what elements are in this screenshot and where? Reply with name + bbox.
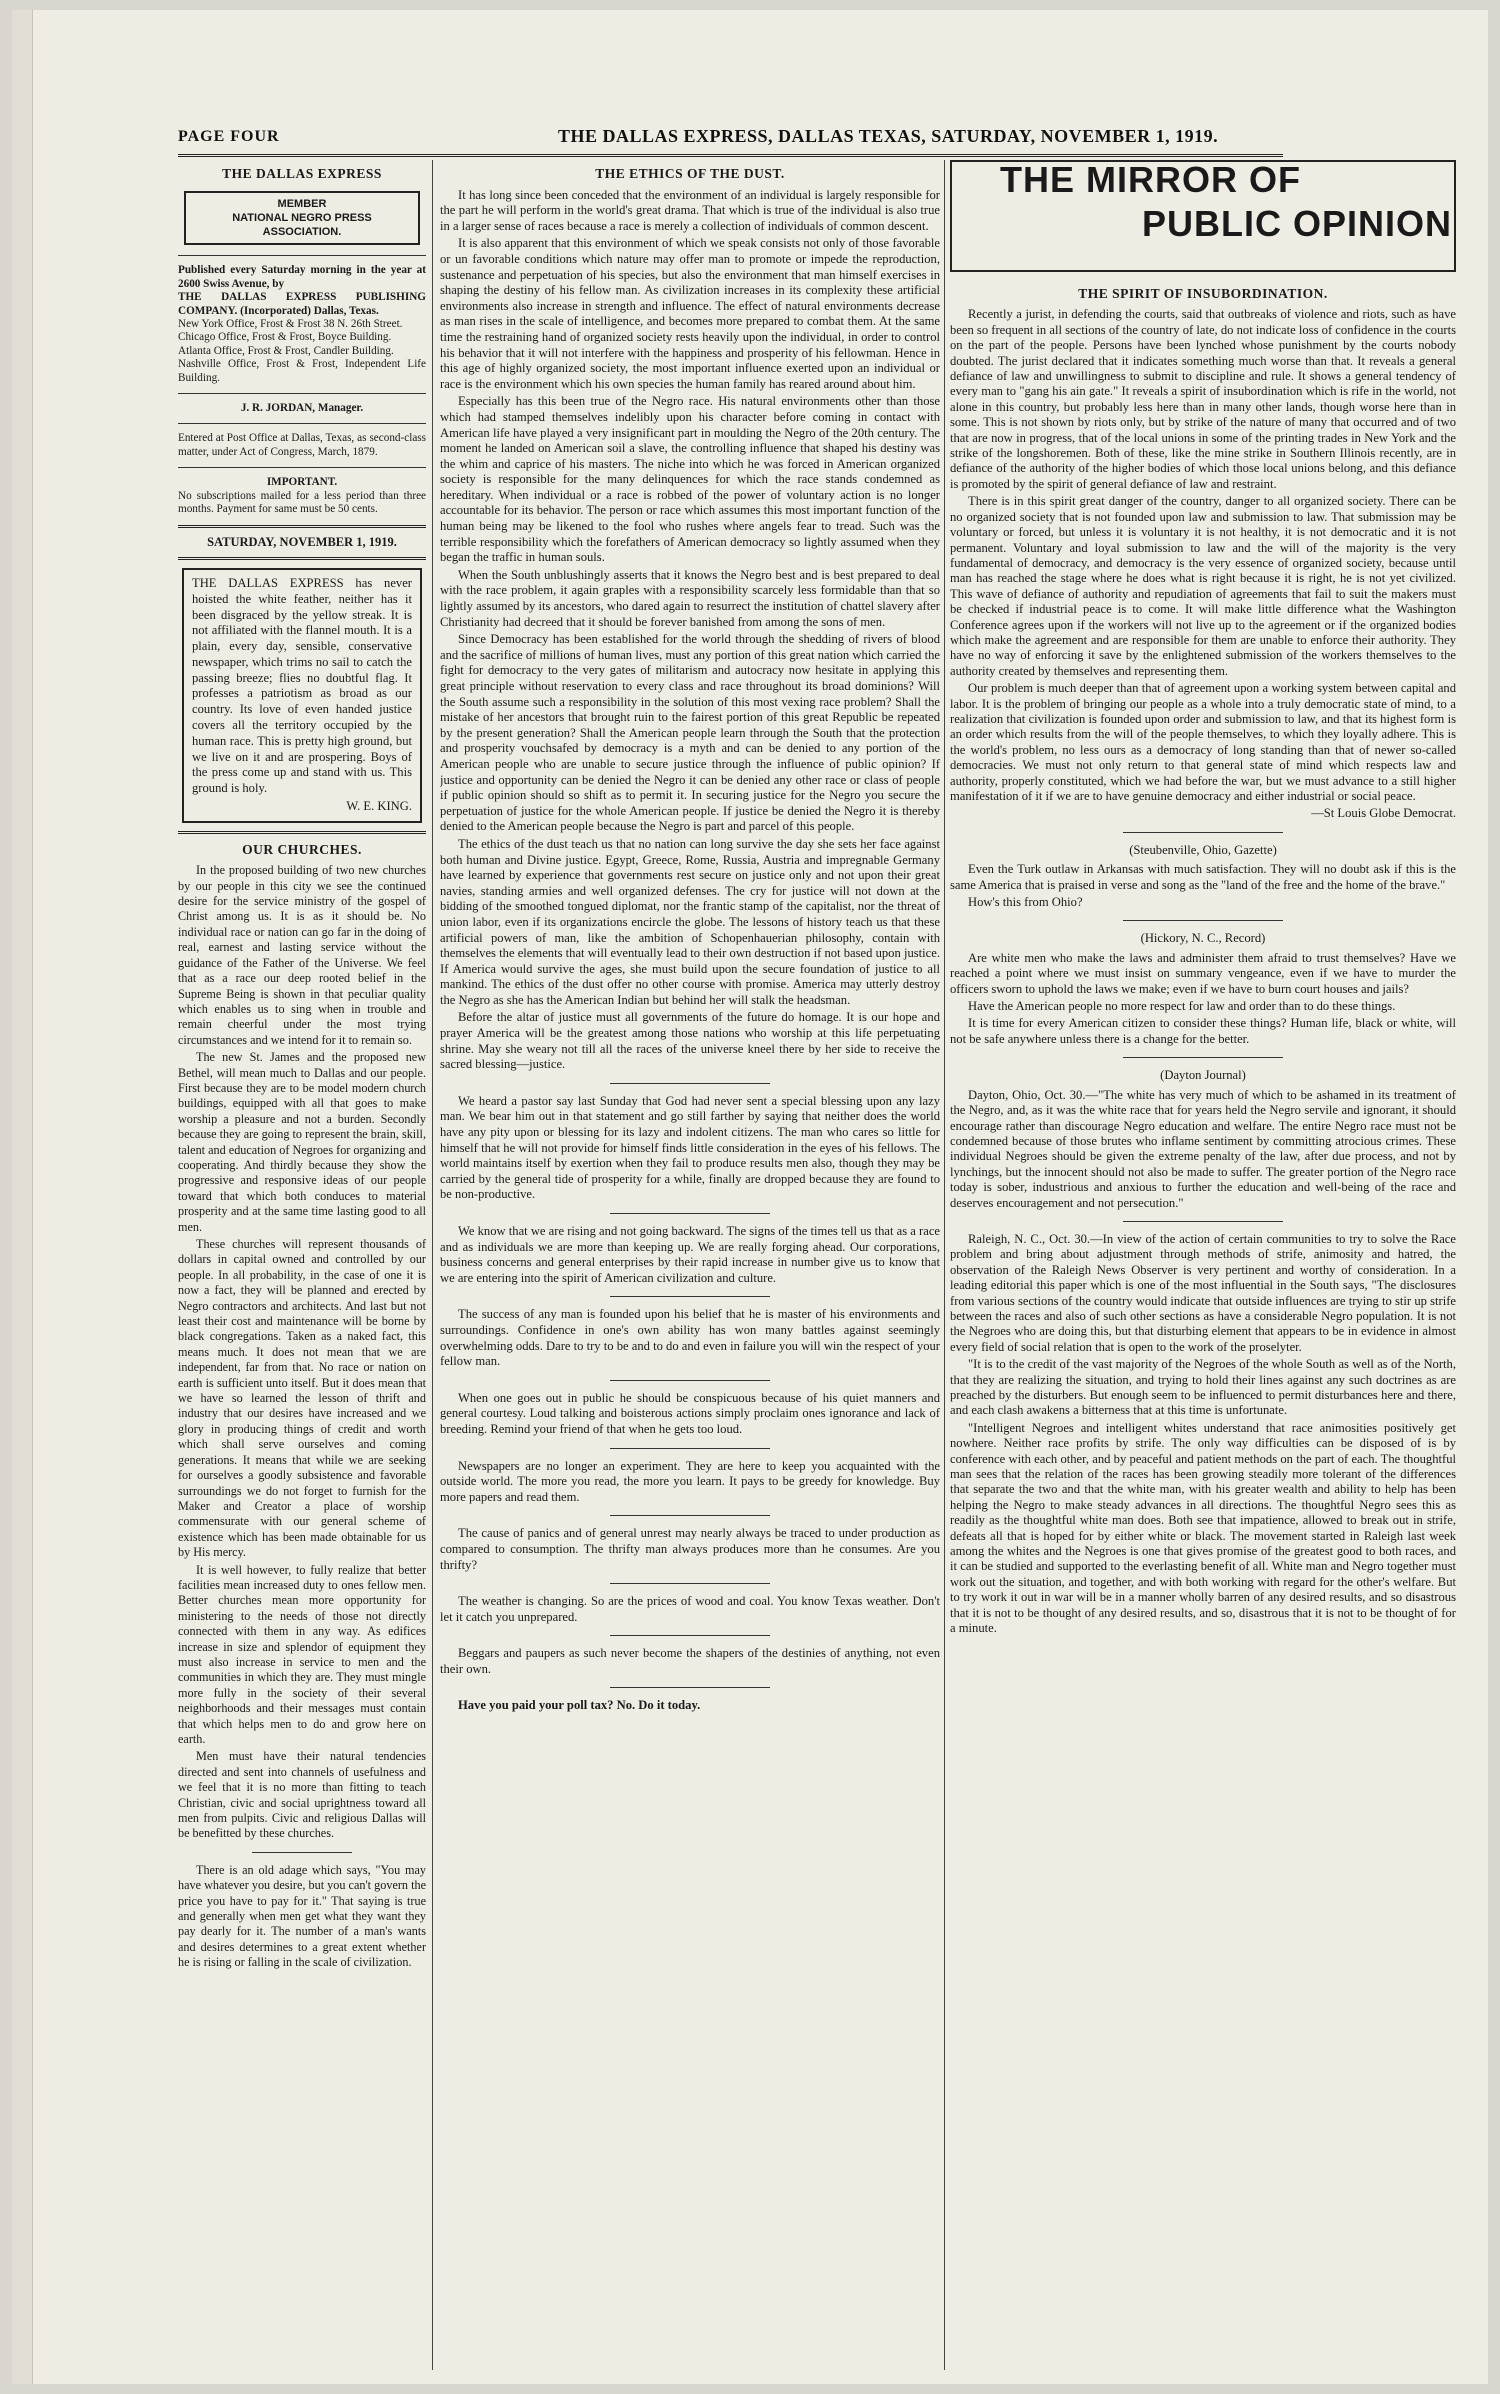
publisher-line: Atlanta Office, Frost & Frost, Candler Building.	[178, 344, 394, 357]
dayton-source: (Dayton Journal)	[1160, 1068, 1246, 1083]
raleigh-paragraph: "Intelligent Negroes and intelligent whites understand that race animosities positively get nowhere. Neither race profits by strife. The only way difficulties can be disposed of is by conference with each other, and by peaceful and patient methods on the part of each. The thoughtful man sees that the relation of the races has been growing steadily more tolerant of the differences that separate the two and that the white man, with his greater wealth and ability to help has been helping the Negro to make steady advances in all directions. The thoughtful Negro sees this as readily as the thoughtful white man does. Both see that impatience, allowed to break out in strife, defeats all that is hoped for by either white or black. The movement started in Raleigh last week among the whites and the Negroes is one that gives promise of the greatest good to both races, and it can be studied and supported to the everlasting benefit of all. White man and Negro together must work out the situation, and together, and with both working with regard for the other's welfare. But to try work it out in war will be in a manner wholly barren of any desired results, and so disastrous that it is not to be thought of any desired results, and so, disastrous that it is not to be thought of for a minute.	[950, 1420, 1456, 1636]
insubordination-paragraph: Recently a jurist, in defending the courts, said that outbreaks of violence and riots, such as have been so frequent in all sections of the country of late, do not indicate loss of confidence in the courts on the part of the people. Persons have been lynched whose punishment by the courts nobody doubted. The jurist declared that it indicates something much worse than that. It reveals a general defiance of law and unwillingness to submit to discipline and rule. It shows a general tendency of every man to "gang his ain gate." It reveals a spirit of insubordination which is rife in the world, not alone in this country, but probably less here than in many other lands, though worse here than in some. This is not shown by riots only, but by strike of the nature of many that occurred and of two that are now in progress, that of the local unions in some of the printing trades in New York and the strike of the longshoremen. Both of these, like the mine strike in Southern Illinois recently, are in defiance of the authority of the higher bodies of which those local unions belong, and this defiance is promoted by the spirit of general defiance of law and restraint.	[950, 307, 1456, 491]
newspaper-page	[12, 10, 1488, 2384]
beggars-paragraph: Beggars and paupers as such never become the shapers of the destinies of anything, not even their own.	[440, 1646, 940, 1676]
mirror-title-line-1: THE MIRROR OF	[1000, 160, 1301, 200]
divider	[610, 1515, 770, 1516]
poll-tax-paragraph: Have you paid your poll tax? No. Do it today.	[458, 1698, 701, 1713]
divider	[610, 1213, 770, 1214]
churches-title: OUR CHURCHES.	[242, 841, 362, 857]
dayton-paragraph: Dayton, Ohio, Oct. 30.—"The white has very much of which to be ashamed in its treatment of the Negro, and, as it was the white race that for years held the Negro servile and ignorant, it should encourage rather than discourage Negro education and welfare. The entire Negro race must not be condemned because of those brutes who inflame sentiment by committing atrocious crimes. These individual Negroes should be given the extreme penalty of the law, after due process, and not by lynchings, but the innocent should not also be made to suffer. The greater portion of the Negro race today is sober, industrious and anxious to further the education and well-being of the race and deserves encouragement and not persecution."	[950, 1087, 1456, 1210]
newspapers-paragraph: Newspapers are no longer an experiment. They are here to keep you acquainted with the outside world. The more you read, the more you learn. It pays to be greedy for knowledge. Buy more papers and read them.	[440, 1458, 940, 1504]
divider	[610, 1296, 770, 1297]
page-header	[178, 120, 1283, 157]
page-spine	[12, 10, 33, 2384]
divider	[610, 1687, 770, 1688]
right-column	[950, 160, 1456, 2370]
churches-paragraph: In the proposed building of two new churches by our people in this city we see the continued desire for the service ministry of the gospel of Christ among us. It is as it should be. No individual race or nation can go far in the doing of real, earnest and lasting service without the guidance of the Father of the Universe. We feel that as a race our deep rooted belief in the Supreme Being is shown in that peculiar quality which enables us to sing when in trouble and remain cheerful under the most trying circumstances and we intend for it to remain so.	[178, 863, 426, 1047]
divider	[178, 467, 426, 468]
masthead: THE DALLAS EXPRESS, DALLAS TEXAS, SATURDAY, NOVEMBER 1, 1919.	[558, 126, 1219, 146]
hickory-paragraph: It is time for every American citizen to consider these things? Human life, black or white, will not be safe anywhere unless there is a change for the better.	[950, 1016, 1456, 1046]
manager: J. R. JORDAN, Manager.	[240, 402, 364, 415]
insubordination-title: THE SPIRIT OF INSUBORDINATION.	[1078, 286, 1328, 301]
ethics-paragraph: The ethics of the dust teach us that no nation can long survive the day she sets her face against both human and Divine justice. Egypt, Greece, Rome, Russia, Austria and impregnable Germany have learned by experience that governments rest secure on justice only and not upon their great navies, standing armies and well organized defenses. The cry for justice will not down at the bidding of the smoothed tongued diplomat, nor the frantic stamp of the capitalist, nor the threat of union labor, even if its organizations encircle the globe. The lessons of history teach us that these artificial powers of man, like the ambition of Schopenhauerian philosophy, contain with themselves the elements that will eventually lead to their own destruction if not based upon justice. If America would survive the ages, she must build upon the secure foundation of justice to all mankind. The ethics of the dust offer no other course with promise. America may utterly destroy the Negro as she has the American Indian but behind her will stalk the headsman.	[440, 836, 940, 1007]
divider	[178, 255, 426, 256]
steubenville-source: (Steubenville, Ohio, Gazette)	[1129, 842, 1277, 857]
divider	[252, 1852, 352, 1853]
publisher-line: Nashville Office, Frost & Frost, Independent Life Building.	[178, 358, 426, 384]
entered-notice: Entered at Post Office at Dallas, Texas, as second-class matter, under Act of Congress, March, 1879.	[178, 432, 426, 458]
member-line: NATIONAL NEGRO PRESS	[232, 212, 372, 225]
adage-paragraph: There is an old adage which says, "You may have whatever you desire, but you can't govern the price you have to pay for it." That saying is true and generally when men get what they want they pay dearly for it. The number of a man's wants and desires determines to a great extent whether he is rising or falling in the scale of civilization.	[178, 1862, 426, 1970]
churches-paragraph: It is well however, to fully realize that better facilities mean increased duty to ones fellow men. Better churches mean more opportunity for ministering to the needs of those not directly connected with them in any way. As edifices increase in size and splendor of equipment they must also increase in service to men and the communities in which they are. They must mingle more fully in the society of their several neighborhoods and their messages must contain that which helps men to do and grow here on earth.	[178, 1562, 426, 1747]
divider	[1123, 920, 1283, 921]
churches-paragraph: Men must have their natural tendencies directed and sent into channels of usefulness and we feel that it is no more than fitting to teach Christian, civic and social uprightness toward all men from pulpits. Civic and religious Dallas will be benefitted by these churches.	[178, 1749, 426, 1841]
publisher-line: Chicago Office, Frost & Frost, Boyce Building.	[178, 331, 392, 344]
divider	[1123, 1221, 1283, 1222]
member-line: MEMBER	[277, 198, 327, 211]
raleigh-paragraph: Raleigh, N. C., Oct. 30.—In view of the action of certain communities to try to solve the Race problem and bring about adjustment through methods of strife, animosity and hatred, the observation of the Raleigh News Observer is very pertinent and worthy of consideration. In a leading editorial this paper which is one of the most influential in the South says, "The disclosures from various sections of the country would indicate that outside influences are trying to stir up strife between the races and also of such other sections as have a considerable Negro population. It is not the Negroes who are doing this, but that disturbing element that appears to be in evidence in almost every field of social relation that is open to the work of the proselyter.	[950, 1231, 1456, 1354]
pastor-paragraph: We heard a pastor say last Sunday that God had never sent a special blessing upon any lazy man. We bear him out in that statement and go still farther by saying that neither does the world have any pity upon or blessing for its lazy and indolent citizens. The man who cares so little for himself that he will not provide for himself finds little consideration in the eyes of his fellows. The world maintains itself by exertion when they fail to produce results men also, though they may be carried by the general tide of prosperity for a while, finally are dropped because they are found to be non-productive.	[440, 1093, 940, 1202]
publisher-line: THE DALLAS EXPRESS PUBLISHING COMPANY. (Incorporated) Dallas, Texas.	[178, 291, 426, 317]
member-box	[184, 191, 420, 245]
issue-date: SATURDAY, NOVEMBER 1, 1919.	[207, 534, 397, 549]
publisher-line: Published every Saturday morning in the year at 2600 Swiss Avenue, by	[178, 264, 426, 290]
column-rule-1	[432, 160, 433, 2370]
ethics-paragraph: When the South unblushingly asserts that it knows the Negro best and is best prepared to deal with the race problem, it again graples with a responsibility scarcely less formidable than that so lightly assumed by its ancestors, who dared again to resurrect the institution of chattel slavery after Christianity had decreed that it should be forever banished from among the sons of men.	[440, 567, 940, 629]
churches-paragraph: These churches will represent thousands of dollars in capital owned and controlled by our people. In all probability, in the case of one it is now a fact, they will be planned and erected by Negro contractors and architects. And last but not least their cost and maintenance will be borne by black congregations. Taken as a naked fact, this means much. It does not mean that we are independent, far from that. No race or nation on earth is sufficient unto itself. But it does mean that we have so learned the lesson of thrift and industry that our desires have increased and we glory in producing things of credit and worth which shall serve ourselves and coming generations. It means that while we are seeking for ourselves a goodly subsistence and favorable surroundings we do not forget to furnish for the Maker and Creator a place of worship commensurate with our general scheme of existence which has been made obtainable for us by His mercy.	[178, 1237, 426, 1560]
important-title: IMPORTANT.	[266, 476, 338, 489]
steubenville-paragraph: How's this from Ohio?	[968, 895, 1083, 910]
center-column	[440, 160, 940, 2370]
publisher-line: New York Office, Frost & Frost 38 N. 26th Street.	[178, 318, 403, 331]
important-text: No subscriptions mailed for a less period than three months. Payment for same must be 50 cents.	[178, 489, 426, 516]
divider	[610, 1083, 770, 1084]
ethics-title: THE ETHICS OF THE DUST.	[595, 166, 785, 181]
ethics-paragraph: It is also apparent that this environment of which we speak consists not only of those favorable or un favorable conditions which nature may offer man to promote or impede the reproduction, sustenance and perpetuation of his species, but also the environment that man himself exercises in shaping the destiny of his fellow man. As civilization increases in its complexity these artificial environments also increase in strength and influence. The effect of natural environments decrease as man rises in the scale of intelligence, and becomes more prepared to combat them. At the same time the restraining hand of organized society rests heavily upon the individual, in order to control his behavior that it will not interfere with the happiness and prosperity of his fellowman. Hence in this age of highly organized society, the most important influence exerted upon an individual or race is the environment which his own species the human family has reared around about him.	[440, 236, 940, 391]
insubordination-credit: —St Louis Globe Democrat.	[1311, 806, 1456, 821]
member-line: ASSOCIATION.	[262, 226, 342, 239]
raleigh-paragraph: "It is to the credit of the vast majority of the Negroes of the whole South as well as of the North, that they are realizing the situation, and trying to hold their lines against any such doctrines as are preached by the disturbers. But enough seem to be influenced to permit disturbances here and there, and each clash awakens a bitterness that at this time is unfortunate.	[950, 1357, 1456, 1418]
rising-paragraph: We know that we are rising and not going backward. The signs of the times tell us that as a race and as individuals we are more than keeping up. We are really forging ahead. Our corporations, business concerns and general enterprises by their rapid increase in number give us to know that we are entering into the spirit of American civilization and culture.	[440, 1224, 940, 1285]
divider	[178, 423, 426, 424]
column-rule-2	[944, 160, 945, 2370]
steubenville-paragraph: Even the Turk outlaw in Arkansas with much satisfaction. They will no doubt ask if this is the same America that is praised in verse and song as the "land of the free and the home of the brave."	[950, 862, 1456, 892]
divider	[178, 557, 426, 560]
insubordination-paragraph: There is in this spirit great danger of the country, danger to all organized society. There can be no organized society that is not founded upon law and submission to law. That submission may be voluntary or forced, but unless it is voluntary it is not healthy, it is not democratic and it is not permanent. Voluntary and loyal submission to law and the will of the majority is the very fundamental of democracy, and democracy is the very essence of organized society, because until man has reached the stage where he does what is right because it is right, he is not yet civilized. This wave of defiance of authority and repudiation of agreements that fail to suit the makers must be checked if industrial peace is to come. It will make little difference what the Washington Conference agrees upon if the workers will not live up to the agreement or if the organized bodies which make the agreement and are responsible for them are unable to enforce their authority. They have no way of enforcing it save by the enlightened submission of the workers themselves to the authority created by themselves and representing them.	[950, 494, 1456, 678]
insubordination-paragraph: Our problem is much deeper than that of agreement upon a working system between capital and labor. It is the problem of bringing our people as a whole into a truly democratic state of mind, to a realization that civilization is founded upon order and submission to law, and that its highest form is an order which results from the will of the people themselves, to which they loyally adhere. This is the world's problem, no less ours as a democracy of long standing than that of newer so-called democracies. We must not only return to that general state of mind which respects law and authority, properly constituted, which we had before the war, but we must advance to a still higher manifestation of it if we are to have genuine democracy and either industrial or social peace.	[950, 681, 1456, 803]
success-paragraph: The success of any man is founded upon his belief that he is master of his environments and surroundings. Confidence in one's own ability has won many battles against seemingly overwhelming odds. Dare to try to be and to do and even in failure you will win the respect of your fellow man.	[440, 1307, 940, 1369]
flag-signature: W. E. KING.	[346, 799, 412, 814]
hickory-paragraph: Are white men who make the laws and administer them afraid to trust themselves? Have we reached a point where we must insist on summary vengeance, even if we have to murder the officers sworn to uphold the laws we make; even if we have to burn court houses and jails?	[950, 950, 1456, 996]
divider	[1123, 832, 1283, 833]
divider	[178, 525, 426, 528]
divider	[610, 1583, 770, 1584]
mirror-heading-box	[950, 160, 1456, 272]
left-column	[178, 160, 426, 2370]
ethics-paragraph: Since Democracy has been established for the world through the shedding of rivers of blood and the sacrifice of millions of human lives, must any portion of this great nation which carried the fight for democracy to the very gates of militarism and autocracy now hesitate in applying this great principle without reservation to every class and race throughout its broad dominions? Will the South assume such a responsibility in the solution of this most vexing race problem? Shall the mistake of her ancestors that brought ruin to the fairest portion of this great Republic be repeated by the present generation? Shall the American people learn through the South that the protection and prosperity vouchsafed by democracy is a myth and can be denied to any portion of the American people who are unable to secure justice through the influence of public opinion? If justice and opportunity can be denied the Negro it can be denied any other race or class of people if public opinion should so shift as to permit it. In securing justice for the Negro you secure the perpetuation of justice for the whole American people. If justice be denied the Negro it is thereby denied to the American people because the Negro is part and parcel of this people.	[440, 632, 940, 834]
page-number: PAGE FOUR	[178, 128, 280, 145]
ethics-paragraph: It has long since been conceded that the environment of an individual is largely responsible for the part he will perform in the world's great drama. That which is true of the individual is also true in a larger sense of races because a race is merely a collection of individuals of common descent.	[440, 187, 940, 233]
divider	[610, 1380, 770, 1381]
ethics-paragraph: Especially has this been true of the Negro race. His natural environments other than those which had stamped themselves indelibly upon his character before coming in contact with American life have played a very insignificant part in moulding the Negro of the 20th century. The moment he landed on American soil a slave, the controlling influence that shaped his destiny was the whim and caprice of his masters. The niche into which he was forced in American organized society is responsible for the many delinquences for which the race stands condemned as hereditary. When individual or a race is robbed of the power of voluntary action is no longer accountable for its behavior. The person or race which assumes this most important function of the human being may be likened to the fool who rushes where angels fear to tread. Such was the terrible responsibility which the forefathers of American democracy so lightly assumed when they began the traffic in human souls.	[440, 394, 940, 565]
editorial-flag-box	[182, 568, 422, 823]
ethics-paragraph: Before the altar of justice must all governments of the future do homage. It is our hope and prayer America will be the greatest among those nations who worship at this life perpetuating shrine. May she weary not till all the races of the universe kneel there by her side to receive the sacred blessing—justice.	[440, 1010, 940, 1072]
divider	[1123, 1057, 1283, 1058]
mirror-title-line-2: PUBLIC OPINION	[1142, 203, 1453, 244]
churches-paragraph: The new St. James and the proposed new Bethel, will mean much to Dallas and our people. First because they are to be model modern church buildings, equipped with all that goes to make worship a pleasure and not a burden. Secondly because they are going to represent the brain, skill, talent and education of Negroes for organizing and cooperating. And thirdly because they show the progressive and responsive ideas of our people toward that which both conduces to material prosperity and at the same time lasting good to all men.	[178, 1050, 426, 1234]
panics-paragraph: The cause of panics and of general unrest may nearly always be traced to under production as compared to consumption. The thrifty man always produces more than he consumes. Are you thrifty?	[440, 1526, 940, 1572]
divider	[610, 1448, 770, 1449]
public-paragraph: When one goes out in public he should be conspicuous because of his quiet manners and general courtesy. Loud talking and boisterous actions simply proclaim ones ignorance and lack of breeding. Remind your friend of that when he gets too loud.	[440, 1390, 940, 1436]
weather-paragraph: The weather is changing. So are the prices of wood and coal. You know Texas weather. Don't let it catch you unprepared.	[440, 1594, 940, 1624]
divider	[178, 831, 426, 834]
flag-text: THE DALLAS EXPRESS has never hoisted the white feather, neither has it been disgraced by the yellow streak. It is not affiliated with the flannel mouth. It is a plain, every day, sensible, conservative newspaper, which trims no sail to catch the passing breeze; flies no doubtful flag. It professes a patriotism as broad as our country. Its love of even handed justice covers all the territory occupied by the human race. This is pretty high ground, but we live on it and are prospering. Boys of the press come up and stand with us. This ground is holy.	[192, 575, 412, 796]
hickory-paragraph: Have the American people no more respect for law and order than to do these things.	[968, 999, 1396, 1014]
divider	[178, 393, 426, 394]
hickory-source: (Hickory, N. C., Record)	[1140, 931, 1266, 946]
divider	[610, 1635, 770, 1636]
nameplate: THE DALLAS EXPRESS	[222, 166, 382, 181]
